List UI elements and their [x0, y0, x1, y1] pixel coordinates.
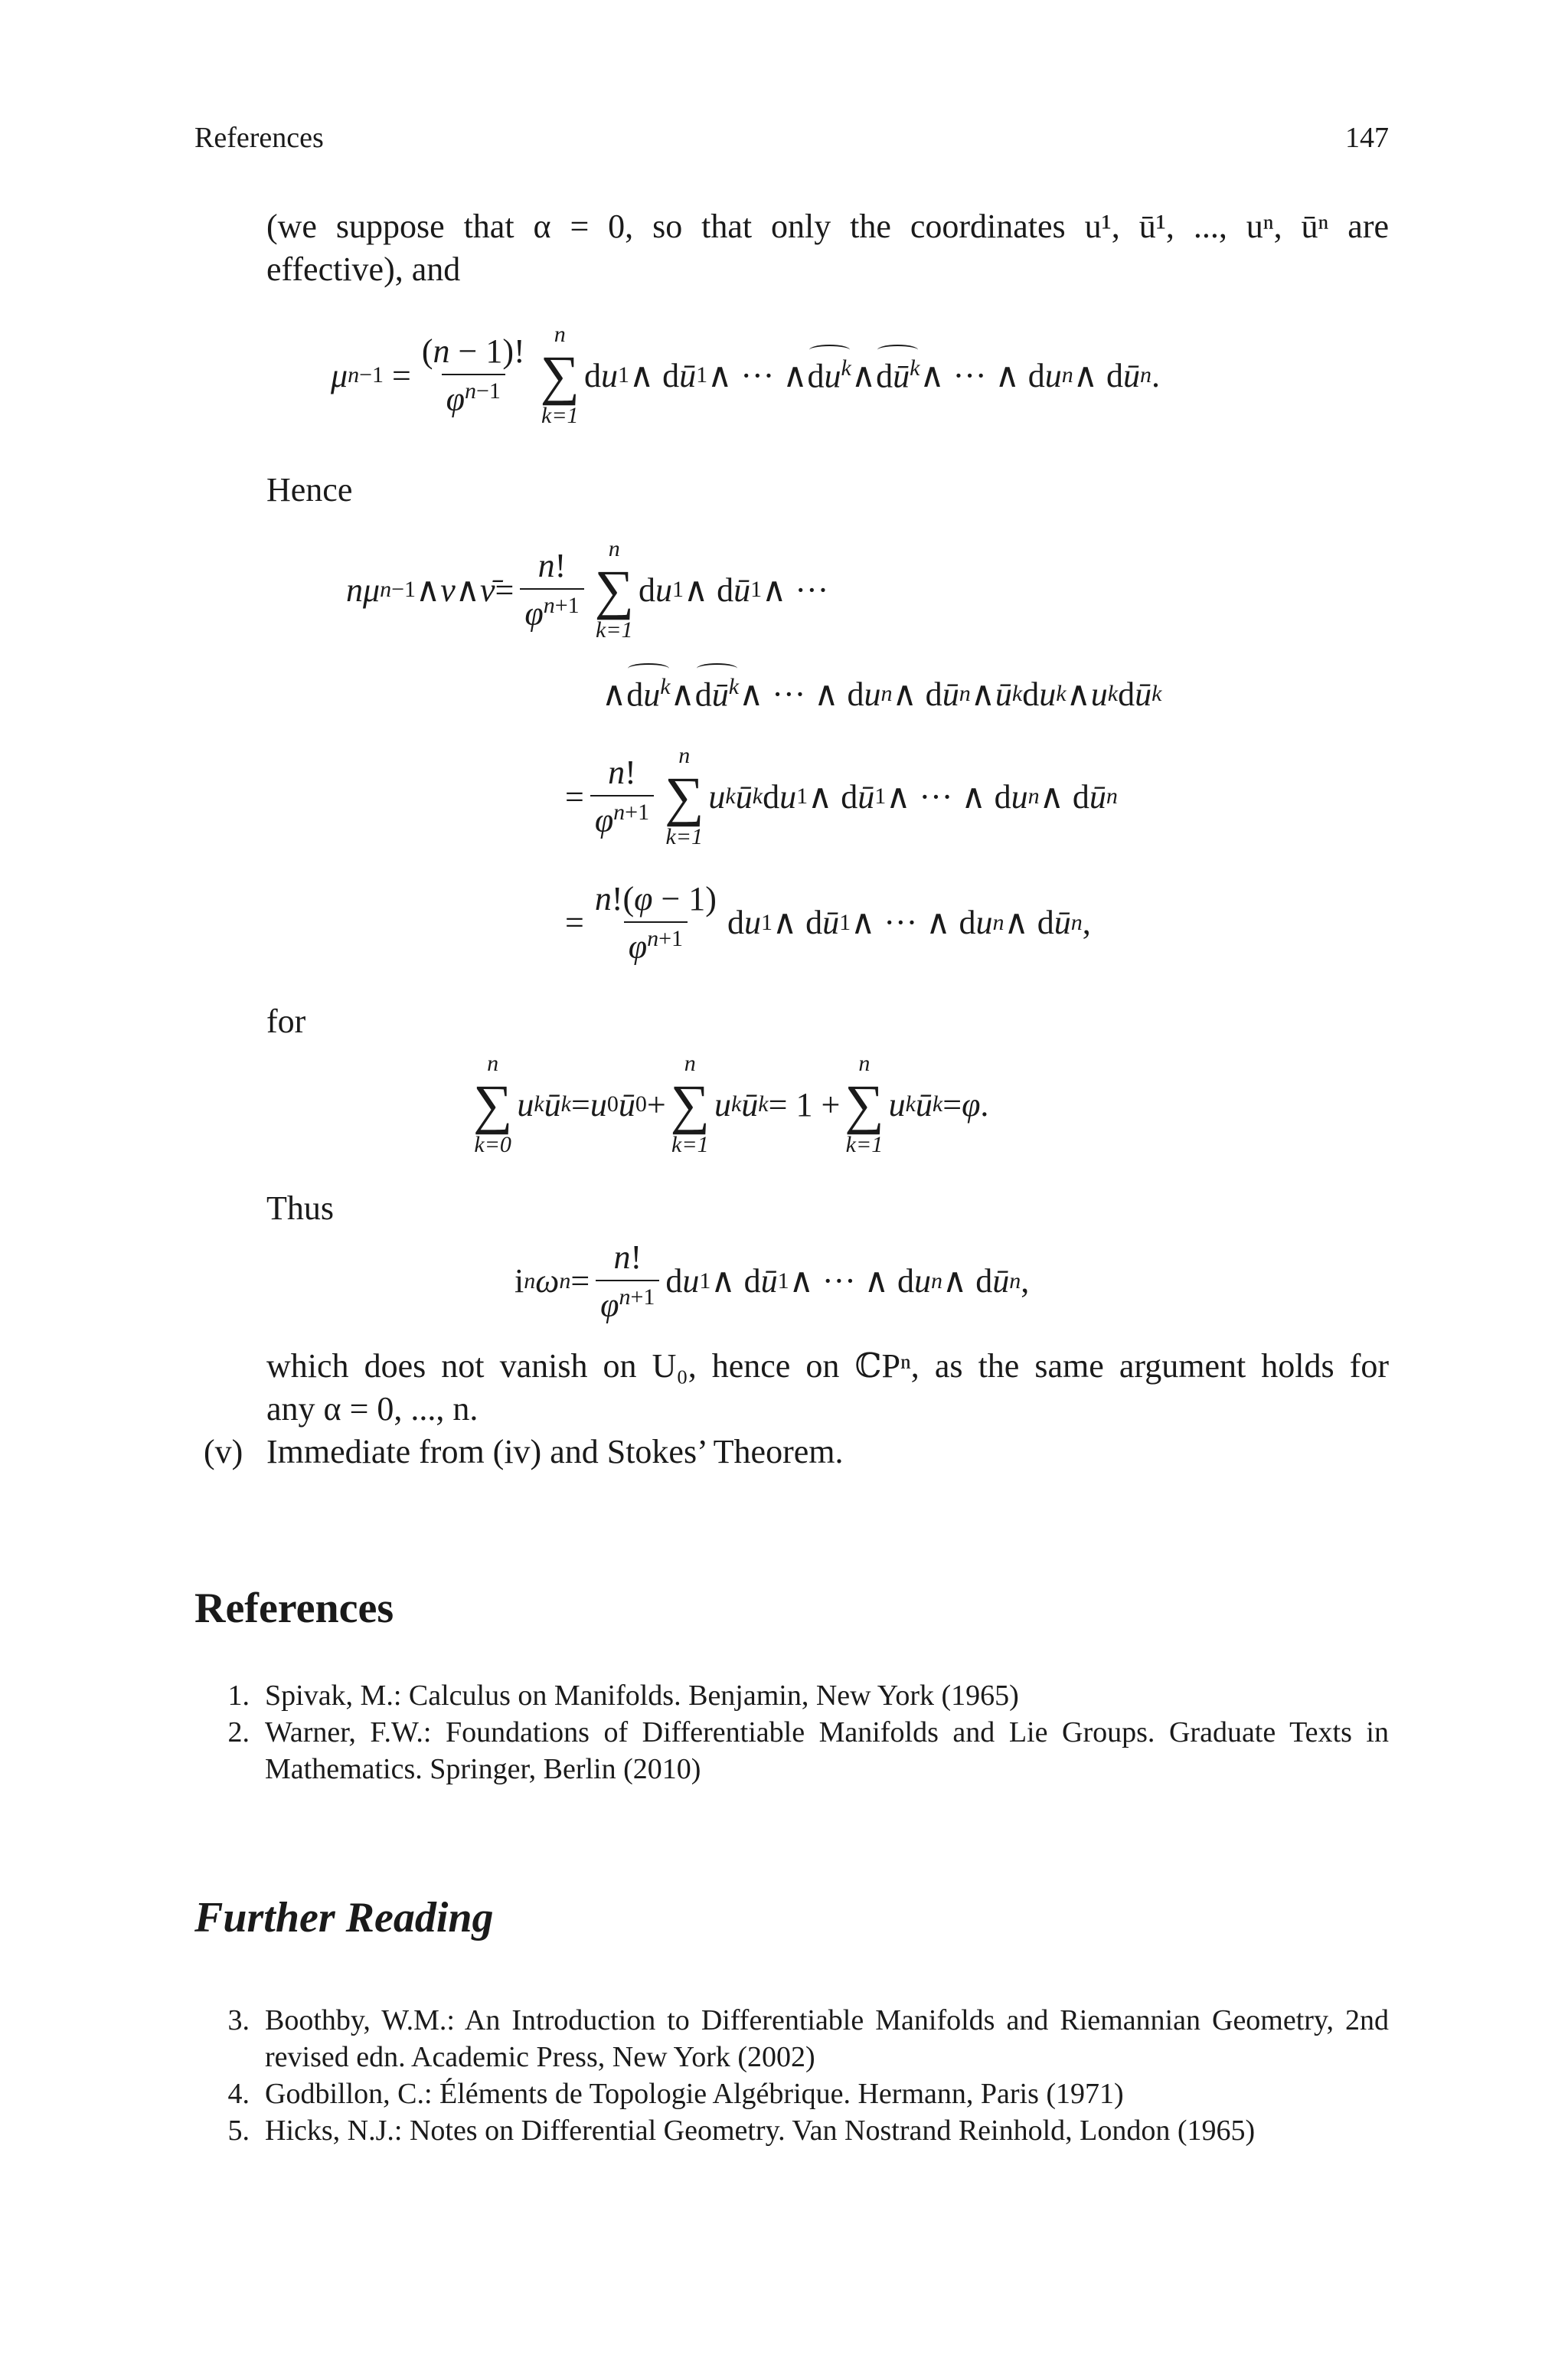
item-v-label: (v) — [204, 1433, 243, 1470]
page-number: 147 — [1345, 122, 1389, 154]
reference-text: Boothby, W.M.: An Introduction to Differentiable Manifolds and Riemannian Geometry, 2nd revised edn. Academic Press, New York (2002) — [265, 2004, 1389, 2073]
reference-item-1 — [194, 1677, 1389, 1714]
reference-number: 2. — [227, 1716, 250, 1748]
item-v-text: Immediate from (iv) and Stokes’ Theorem. — [266, 1433, 844, 1470]
intro-line-1: (we suppose that α = 0, so that only the coordinates u¹, ū¹, ..., uⁿ, ūⁿ are — [266, 208, 1389, 245]
running-title: References — [194, 122, 324, 154]
reference-text: Warner, F.W.: Foundations of Differentiable Manifolds and Lie Groups. Graduate Texts in Mathematics. Springer, Berlin (2010) — [265, 1716, 1389, 1785]
intro-line-2: effective), and — [266, 250, 461, 288]
intro-paragraph — [266, 205, 1389, 291]
word-hence: Hence — [266, 471, 353, 509]
equation-nmu-line2: ∧ $du^k$ ∧ $dū^k$ ∧ ··· ∧ d u n ∧ d ū n ∧ ū k d u k ∧ u k d ū k — [602, 674, 1162, 714]
reference-item-5 — [194, 2112, 1389, 2149]
equation-nmu-line4: = $\frac{n!(\varphi - 1)}{\varphi^{n+1}}$ d u 1 ∧ d ū 1 ∧ ··· ∧ d u n ∧ d ū n , — [565, 880, 1091, 966]
further-reading-heading: Further Reading — [194, 1894, 494, 1941]
reference-text: Hicks, N.J.: Notes on Differential Geometry. Van Nostrand Reinhold, London (1965) — [265, 2115, 1256, 2147]
references-heading: References — [194, 1585, 394, 1632]
reference-text: Spivak, M.: Calculus on Manifolds. Benjamin, New York (1965) — [265, 1680, 1019, 1712]
equation-nmu-line3: = $\frac{n!}{\varphi^{n+1}}$ n ∑ k=1 u k ū k d u 1 ∧ d ū 1 ∧ ··· ∧ d u n ∧ d ū n — [565, 743, 1118, 849]
reference-number: 4. — [227, 2078, 250, 2110]
equation-omega: i n ω n = $\frac{n!}{\varphi^{n+1}}$ d u 1 ∧ d ū 1 ∧ ··· ∧ d u n ∧ d ū n , — [514, 1238, 1030, 1324]
reference-number: 3. — [227, 2004, 250, 2036]
conclusion-line-2: any α = 0, ..., n. — [266, 1390, 479, 1428]
reference-item-4 — [194, 2075, 1389, 2112]
references-list — [194, 1677, 1389, 1788]
equation-nmu-line1: nμ n−1 ∧ ν ∧ ν̄ = $\frac{n!}{\varphi^{n+1}}$ n ∑ k=1 d u 1 ∧ d ū 1 ∧ ··· — [346, 536, 829, 643]
word-for: for — [266, 1003, 306, 1040]
running-head — [194, 121, 1389, 155]
equation-mu: μ n−1 = $\frac{(n - 1)!}{\varphi^{n-1}}$ n ∑ k=1 d u 1 ∧ d ū 1 ∧ ··· ∧ $du^k$ ∧ $dū^k$ ∧ ··· ∧ d u n ∧ d ū n . — [331, 322, 1161, 428]
reference-number: 1. — [227, 1680, 250, 1712]
reference-item-3 — [194, 2002, 1389, 2075]
conclusion-line-1: which does not vanish on U₀, hence on ℂPⁿ, as the same argument holds for — [266, 1347, 1389, 1385]
further-reading-list — [194, 2002, 1389, 2149]
reference-text: Godbillon, C.: Éléments de Topologie Algébrique. Hermann, Paris (1971) — [265, 2078, 1124, 2110]
reference-item-2 — [194, 1714, 1389, 1788]
equation-sum-identity: n ∑ k=0 u k ū k = u 0 ū 0 + n ∑ k=1 u k ū k = 1 + n ∑ k=1 u k ū k = φ . — [473, 1051, 989, 1157]
word-thus: Thus — [266, 1189, 334, 1227]
reference-number: 5. — [227, 2115, 250, 2147]
conclusion-paragraph — [266, 1345, 1389, 1431]
